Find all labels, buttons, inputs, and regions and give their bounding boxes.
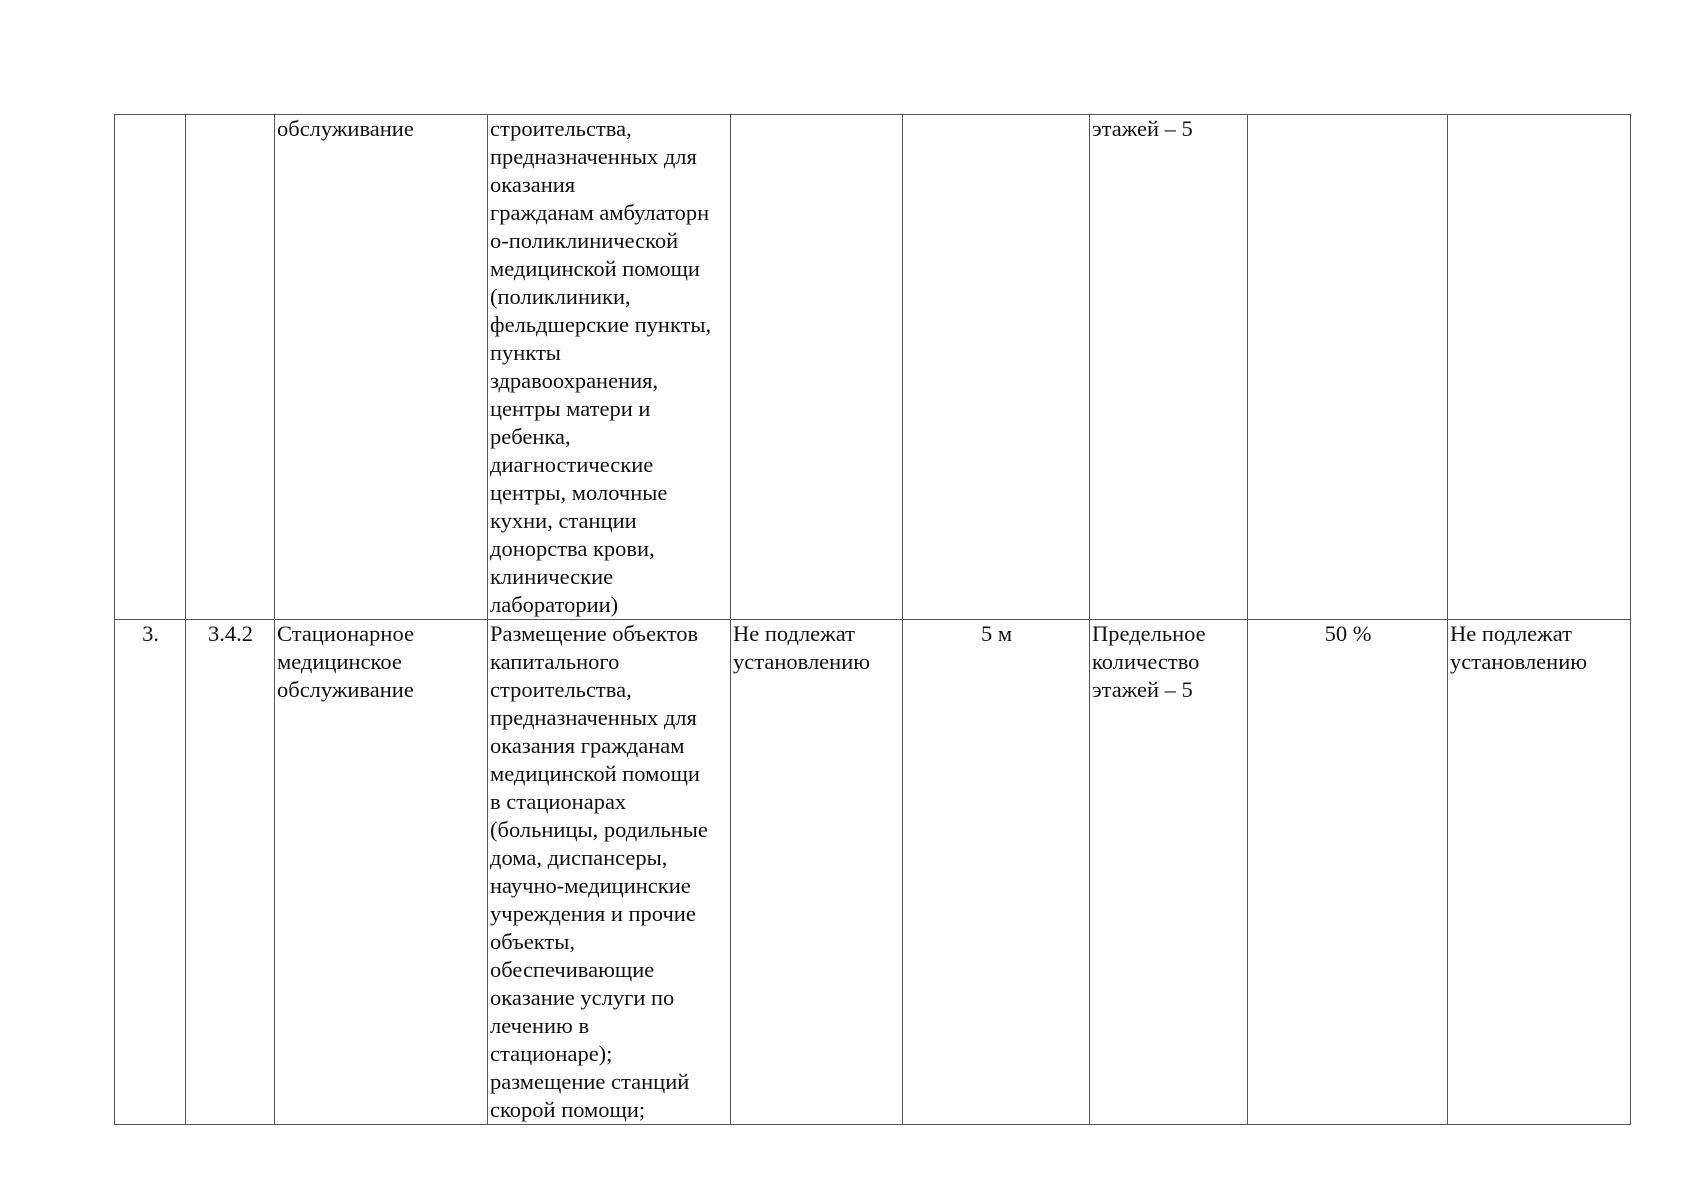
row-number-cell <box>115 115 186 620</box>
land-use-table <box>114 114 1631 1125</box>
description-cell: Размещение объектов капитального строительства, предназначенных для оказания гражданам медицинской помощи в стационарах (больницы, родильные дома, диспансеры, научно-медицинские учреждения и прочие объекты, обеспечивающие оказание услуги по лечению в стационаре); размещение станций скорой помощи; <box>488 620 731 1125</box>
code-cell <box>186 115 275 620</box>
setback-cell: 5 м <box>903 620 1090 1125</box>
use-name-cell: Стационарное медицинское обслуживание <box>275 620 488 1125</box>
parameter-cell: Не подлежат установлению <box>731 620 903 1125</box>
floors-cell: Предельное количество этажей – 5 <box>1090 620 1248 1125</box>
code-cell: 3.4.2 <box>186 620 275 1125</box>
table-row <box>115 620 1631 1125</box>
table-row <box>115 115 1631 620</box>
parameter-cell <box>731 115 903 620</box>
coverage-cell: 50 % <box>1248 620 1448 1125</box>
row-number-cell: 3. <box>115 620 186 1125</box>
restriction-cell <box>1448 115 1631 620</box>
floors-cell: этажей – 5 <box>1090 115 1248 620</box>
use-name-cell: обслуживание <box>275 115 488 620</box>
description-cell: строительства, предназначенных для оказания гражданам амбулаторн о-поликлинической медицинской помощи (поликлиники, фельдшерские пункты, пункты здравоохранения, центры матери и ребенка, диагностические центры, молочные кухни, станции донорства крови, клинические лаборатории) <box>488 115 731 620</box>
restriction-cell: Не подлежат установлению <box>1448 620 1631 1125</box>
setback-cell <box>903 115 1090 620</box>
coverage-cell <box>1248 115 1448 620</box>
